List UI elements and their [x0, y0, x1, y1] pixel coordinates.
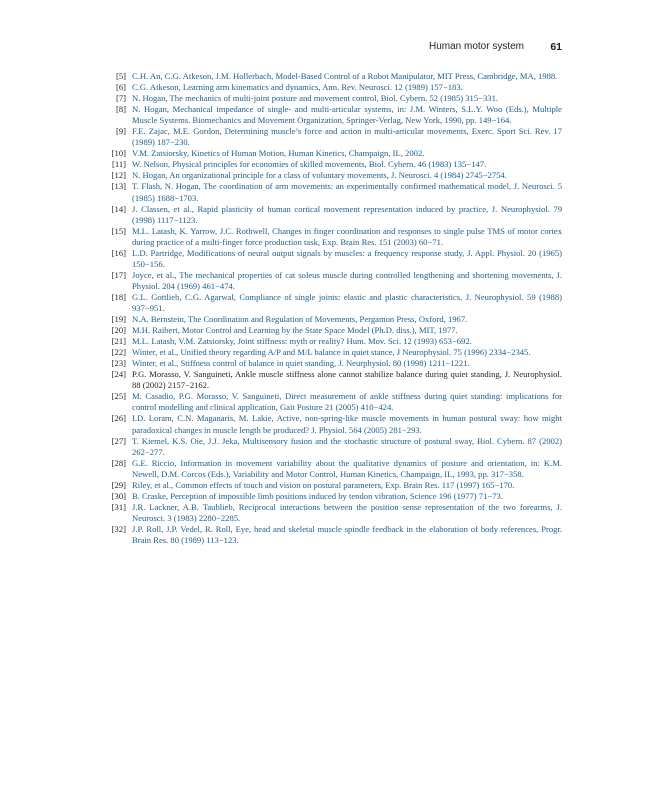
reference-text[interactable]: M.H. Raibert, Motor Control and Learning by the State Space Model (Ph.D. diss.), MIT, 1977. [132, 325, 458, 336]
reference-item [106, 524, 562, 546]
reference-text[interactable]: G.E. Riccio, Information in movement variability about the qualitative dynamics of posture and orientation, in: K.M. Newell, D.M. Corcos (Eds.), Variability and Motor Control, Human Kinetics, Champaign, IL, 1993, pp. 317−358. [132, 457, 562, 479]
reference-item [106, 314, 562, 325]
reference-text[interactable]: N.A. Bernstein, The Coordination and Regulation of Movements, Pergamon Press, Oxford, 1967. [132, 314, 468, 325]
reference-list [106, 71, 562, 546]
reference-item [106, 325, 562, 336]
reference-item [106, 369, 562, 391]
reference-item [106, 93, 562, 104]
reference-number: [11] [112, 159, 126, 170]
reference-text[interactable]: N. Hogan, The mechanics of multi-joint posture and movement control, Biol. Cybern. 52 (1985) 315−331. [132, 93, 499, 104]
reference-number: [9] [115, 126, 126, 137]
reference-number: [32] [111, 523, 126, 534]
reference-item [106, 104, 562, 126]
reference-item [106, 413, 562, 435]
reference-text[interactable]: L.D. Partridge, Modifications of neural output signals by muscles: a frequency response study, J. Appl. Physiol. 20 (1965) 150−156. [132, 247, 562, 269]
reference-number: [19] [111, 314, 126, 325]
reference-number: [27] [111, 435, 126, 446]
reference-number: [7] [115, 93, 126, 104]
reference-number: [29] [111, 479, 126, 490]
reference-text[interactable]: Winter, et al., Unified theory regarding A/P and M/L balance in quiet stance, J Neurophysiol. 75 (1996) 2334−2345. [132, 347, 531, 358]
reference-item [106, 292, 562, 314]
reference-text[interactable]: W. Nelson, Physical principles for economies of skilled movements, Biol. Cybern. 46 (1983) 135−147. [132, 159, 487, 170]
reference-item [106, 358, 562, 369]
reference-item [106, 71, 562, 82]
reference-text[interactable]: J. Classen, et al., Rapid plasticity of human cortical movement representation induced by practice, J. Neurophysiol. 79 (1998) 1117−1123. [132, 203, 562, 225]
reference-number: [28] [111, 457, 126, 468]
reference-number: [6] [115, 82, 126, 93]
reference-item [106, 226, 562, 248]
reference-text: P.G. Morasso, V. Sanguineti, Ankle muscle stiffness alone cannot stabilize balance during quiet standing, J. Neurophysiol. 88 (2002) 2157−2162. [132, 369, 562, 391]
reference-number: [30] [111, 490, 126, 501]
reference-item [106, 126, 562, 148]
reference-item [106, 391, 562, 413]
reference-number: [5] [115, 71, 126, 81]
reference-number: [21] [111, 336, 126, 347]
reference-text[interactable]: N. Hogan, Mechanical impedance of single- and multi-articular systems, in: J.M. Winters, S.L.Y. Woo (Eds.), Multiple Muscle Systems. Biomechanics and Movement Organization, Springer-Verlag, New York, 1990, pp. 149−164. [132, 104, 562, 126]
reference-number: [13] [111, 181, 126, 192]
reference-item [106, 502, 562, 524]
reference-number: [24] [111, 369, 126, 380]
reference-text[interactable]: T. Kiemel, K.S. Oie, J.J. Jeka, Multisensory fusion and the stochastic structure of postural sway, Biol. Cybern. 87 (2002) 262−277. [132, 435, 562, 457]
reference-number: [26] [111, 413, 126, 424]
reference-item [106, 204, 562, 226]
reference-text[interactable]: T. Flash, N. Hogan, The coordination of arm movements: an experimentally confirmed mathematical model, J. Neurosci. 5 (1985) 1688−1703. [132, 181, 562, 203]
reference-text[interactable]: M.L. Latash, K. Yarrow, J.C. Rothwell, Changes in finger coordination and responses to single pulse TMS of motor cortex during practice of a multi-finger force production task, Exp. Brain Res. 151 (2003) 60−71. [132, 225, 562, 247]
reference-text[interactable]: I.D. Loram, C.N. Maganaris, M. Lakie, Active, non-spring-like muscle movements in human postural sway: how might paradoxical changes in muscle length be produced? J. Physiol. 564 (2005) 281−293. [132, 413, 562, 435]
reference-item [106, 270, 562, 292]
reference-text[interactable]: M.L. Latash, V.M. Zatsiorsky, Joint stiffness: myth or reality? Hum. Mov. Sci. 12 (1993) 653−692. [132, 336, 472, 347]
reference-number: [23] [111, 358, 126, 369]
reference-text[interactable]: J.R. Lackner, A.B. Taublieb, Reciprocal interactions between the position sense representation of the two forearms, J. Neurosci. 3 (1983) 2280−2285. [132, 501, 562, 523]
running-head [106, 41, 562, 57]
reference-text[interactable]: J.P. Roll, J.P. Vedel, R. Roll, Eye, head and skeletal muscle spindle feedback in the elaboration of body references, Progr. Brain Res. 80 (1989) 113−123. [132, 523, 562, 545]
reference-text[interactable]: V.M. Zatsiorsky, Kinetics of Human Motion, Human Kinetics, Champaign, IL, 2002. [132, 148, 425, 159]
reference-number: [18] [111, 291, 126, 302]
reference-item [106, 159, 562, 170]
reference-item [106, 248, 562, 270]
reference-text[interactable]: C.H. An, C.G. Atkeson, J.M. Hollerbach, Model-Based Control of a Robot Manipulator, MIT Press, Cambridge, MA, 1988. [132, 71, 558, 81]
reference-number: [14] [111, 203, 126, 214]
reference-text[interactable]: Joyce, et al., The mechanical properties of cat soleus muscle during controlled lengthening and shortening movements, J. Physiol. 204 (1969) 461−474. [132, 269, 562, 291]
running-head-title: Human motor system [428, 41, 524, 52]
page-number: 61 [550, 41, 562, 53]
reference-item [106, 458, 562, 480]
reference-number: [17] [111, 269, 126, 280]
reference-number: [10] [111, 148, 126, 159]
reference-number: [25] [111, 391, 126, 402]
reference-item [106, 336, 562, 347]
reference-item [106, 480, 562, 491]
reference-item [106, 491, 562, 502]
reference-item [106, 148, 562, 159]
reference-number: [20] [111, 325, 126, 336]
reference-text[interactable]: Winter, et al., Stiffness control of balance in quiet standing, J. Neurphysiol. 80 (1998) 1211−1221. [132, 358, 470, 369]
reference-text[interactable]: C.G. Atkeson, Learning arm kinematics and dynamics, Ann. Rev. Neurosci. 12 (1989) 157−183. [132, 82, 463, 93]
reference-number: [22] [111, 347, 126, 358]
reference-text[interactable]: G.L. Gottlieb, C.G. Agarwal, Compliance of single joints: elastic and plastic characteristics, J. Neurophysiol. 59 (1988) 937−951. [132, 291, 562, 313]
reference-item [106, 82, 562, 93]
reference-number: [12] [111, 170, 126, 181]
reference-text[interactable]: N. Hogan, An organizational principle for a class of voluntary movements, J. Neurosci. 4 (1984) 2745−2754. [132, 170, 507, 181]
reference-item [106, 436, 562, 458]
reference-text[interactable]: M. Casadio, P.G. Morasso, V. Sanguineti, Direct measurement of ankle stiffness during quiet standing: implications for control modelling and clinical application, Gait Posture 21 (2005) 410−424. [132, 391, 562, 413]
reference-text[interactable]: B. Craske, Perception of impossible limb positions induced by tendon vibration, Science 196 (1977) 71−73. [132, 490, 503, 501]
reference-number: [16] [111, 247, 126, 258]
reference-number: [15] [111, 225, 126, 236]
reference-text[interactable]: Riley, et al., Common effects of touch and vision on postural parameters, Exp. Brain Res. 117 (1997) 165−170. [132, 479, 515, 490]
reference-number: [31] [111, 501, 126, 512]
reference-text[interactable]: F.E. Zajac, M.E. Gordon, Determining muscle’s force and action in multi-articular movements, Exerc. Sport Sci. Rev. 17 (1989) 187−230. [132, 126, 562, 148]
reference-item [106, 181, 562, 203]
reference-item [106, 347, 562, 358]
reference-item [106, 170, 562, 181]
reference-number: [8] [115, 104, 126, 115]
